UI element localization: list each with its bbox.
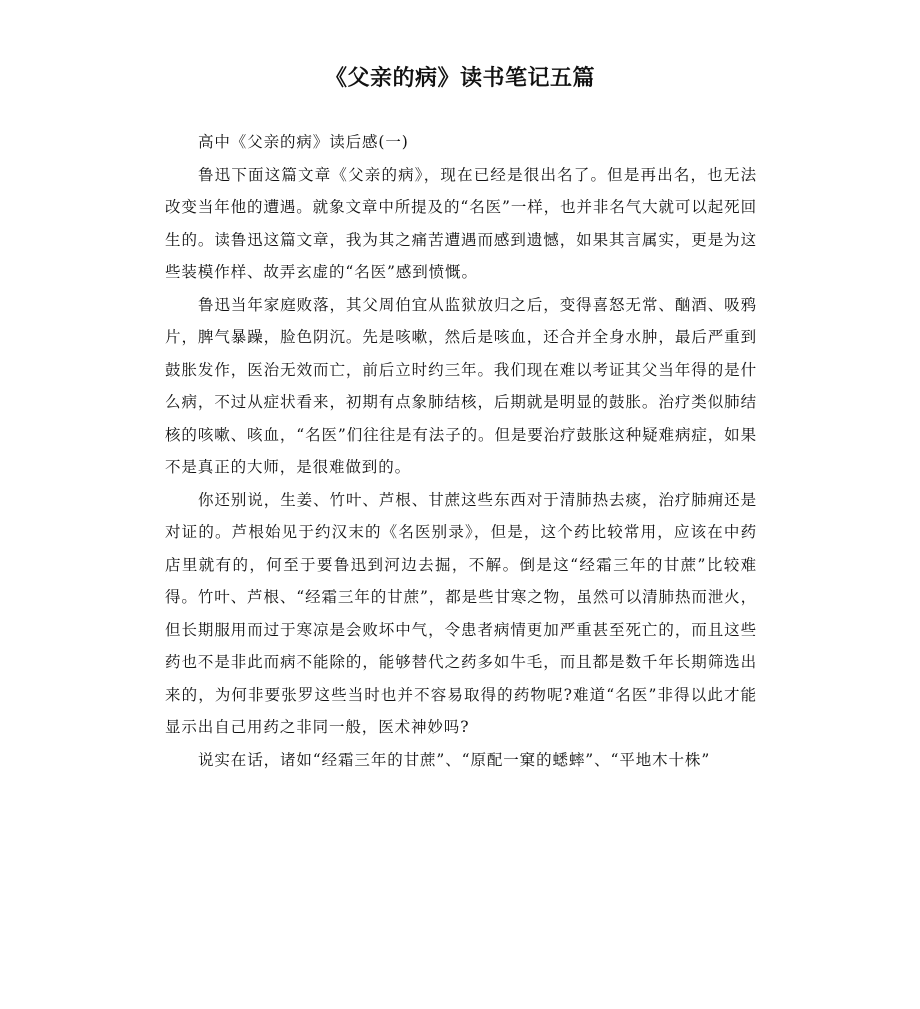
document-body xyxy=(165,126,757,776)
paragraph: 说实在话，诸如“经霜三年的甘蔗”、“原配一窠的蟋蟀”、“平地木十株” xyxy=(198,750,711,769)
paragraph: 鲁迅当年家庭败落，其父周伯宜从监狱放归之后，变得喜怒无常、酗酒、吸鸦片，脾气暴躁，脸色阴沉。先是咳嗽，然后是咳血，还合并全身水肿，最后严重到鼓胀发作，医治无效而亡，前后立时约三年。我们现在难以考证其父当年得的是什么病，不过从症状看来，初期有点象肺结核，后期就是明显的鼓胀。治疗类似肺结核的咳嗽、咳血，“名医”们往往是有法子的。但是要治疗鼓胀这种疑难病症，如果不是真正的大师，是很难做到的。 xyxy=(165,295,757,476)
paragraph: 你还别说，生姜、竹叶、芦根、甘蔗这些东西对于清肺热去痰，治疗肺痈还是对证的。芦根始见于约汉末的《名医别录》，但是，这个药比较常用，应该在中药店里就有的，何至于要鲁迅到河边去掘，不解。倒是这“经霜三年的甘蔗”比较难得。竹叶、芦根、“经霜三年的甘蔗”，都是些甘寒之物，虽然可以清肺热而泄火，但长期服用而过于寒凉是会败坏中气，令患者病情更加严重甚至死亡的，而且这些药也不是非此而病不能除的，能够替代之药多如牛毛，而且都是数千年长期筛选出来的，为何非要张罗这些当时也并不容易取得的药物呢?难道“名医”非得以此才能显示出自己用药之非同一般，医术神妙吗? xyxy=(165,490,757,736)
section-subtitle: 高中《父亲的病》读后感(一) xyxy=(198,133,409,151)
document-title: 《父亲的病》读书笔记五篇 xyxy=(324,66,595,91)
paragraph: 鲁迅下面这篇文章《父亲的病》，现在已经是很出名了。但是再出名，也无法改变当年他的遭遇。就象文章中所提及的“名医”一样，也并非名气大就可以起死回生的。读鲁迅这篇文章，我为其之痛苦遭遇而感到遗憾，如果其言属实，更是为这些装模作样、故弄玄虚的“名医”感到愤慨。 xyxy=(165,165,757,281)
